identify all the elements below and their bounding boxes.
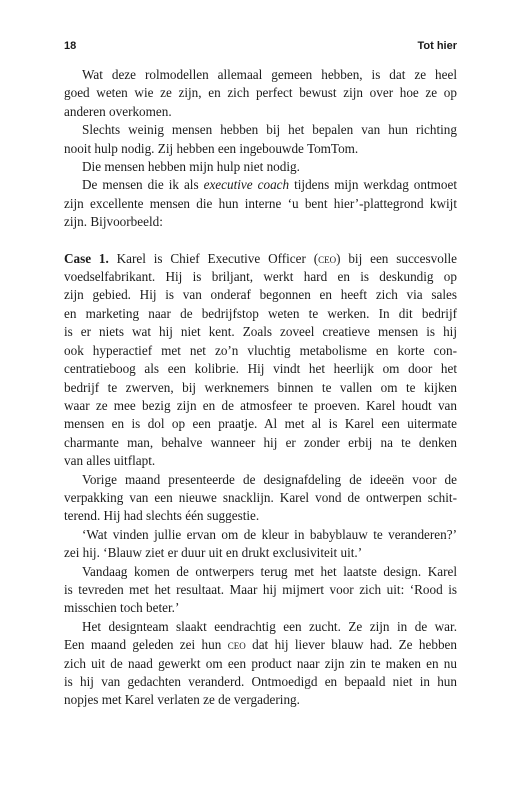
paragraph-4	[64, 176, 457, 231]
small-caps-text: ceo	[227, 638, 246, 653]
text-run: De mensen die ik als	[82, 177, 204, 193]
text-line: goed weten wie ze zijn, en zich perfect bewust zijn over hoe ze op	[64, 85, 457, 101]
text-line: terend. Hij had slechts één suggestie.	[64, 508, 260, 524]
text-line: centratieboog als een kolibrie. Hij vindt het heerlijk om door het	[64, 361, 457, 377]
text-line: en marketing naar de bedrijfstop weten te werken. In dit bedrijf	[64, 305, 457, 321]
text-line: waar ze mee bezig zijn en de atmosfeer te proeven. Karel houdt van	[64, 397, 457, 413]
paragraph-8	[64, 563, 457, 618]
emphasis-text: executive coach	[203, 177, 290, 193]
text-line	[64, 636, 457, 654]
text-line	[64, 176, 457, 194]
text-line: Vandaag komen de ontwerpers terug met het laatste design. Karel	[82, 563, 457, 579]
text-line: zijn gebied. Hij is van onderaf begonnen en heeft zich via sales	[64, 287, 457, 303]
text-line: ‘Wat vinden jullie ervan om de kleur in babyblauw te veranderen?’	[82, 526, 457, 542]
text-line: Slechts weinig mensen hebben bij het bepalen van hun richting	[82, 122, 457, 138]
text-line: nooit hulp nodig. Zij hebben een ingebouwde TomTom.	[64, 140, 359, 156]
text-line: voedselfabrikant. Hij is briljant, werkt hard en is deskundig op	[64, 269, 457, 285]
running-head	[64, 40, 457, 56]
text-line: zich uit de naad gewerkt om een product naar zijn zin te maken en nu	[64, 655, 457, 671]
text-run: ) bij een succesvolle	[336, 250, 458, 266]
paragraph-9	[64, 618, 457, 710]
paragraph-7	[64, 526, 457, 563]
case-paragraph	[64, 250, 457, 471]
text-line: Het designteam slaakt eendrachtig een zucht. Ze zijn in de war.	[82, 618, 457, 634]
text-line: Wat deze rolmodellen allemaal gemeen hebben, is dat ze heel	[82, 67, 457, 82]
text-run: tijdens mijn werkdag ontmoet	[289, 177, 458, 193]
text-line: charmante man, behalve wanneer hij er zonder erbij na te denken	[64, 434, 457, 450]
text-run: Karel is Chief Executive Officer (	[108, 250, 319, 266]
text-line: is tevreden met het resultaat. Maar hij mijmert voor zich uit: ‘Rood is	[64, 581, 457, 597]
small-caps-text: ceo	[318, 251, 337, 266]
text-line: bedrijf te zwerven, bij werknemers binnen te vallen om te kijken	[64, 379, 457, 395]
text-line: anderen overkomen.	[64, 103, 172, 119]
text-line: is hij van gedachten veranderd. Ontmoedigd en bepaald niet in hun	[64, 674, 457, 689]
case-label: Case 1.	[64, 250, 109, 266]
page-number: 18	[64, 40, 77, 52]
text-run: Een maand geleden zei hun	[64, 637, 228, 653]
text-line: is er niets wat hij niet kent. Zoals zoveel creatieve mensen is hij	[64, 324, 457, 340]
text-line: misschien toch beter.’	[64, 600, 180, 616]
text-line: Vorige maand presenteerde de designafdeling de ideeën voor de	[82, 471, 457, 487]
paragraph-2	[64, 121, 457, 158]
text-run: dat hij liever blauw had. Ze hebben	[245, 637, 457, 653]
paragraph-1	[64, 66, 457, 121]
paragraph-6	[64, 471, 457, 526]
body-text	[64, 66, 457, 710]
text-line: zei hij. ‘Blauw ziet er duur uit en drukt exclusiviteit uit.’	[64, 545, 363, 561]
text-line: nopjes met Karel verlaten ze de vergadering.	[64, 692, 300, 708]
text-line: zijn excellente mensen die hun interne ‘u bent hier’-plattegrond kwijt	[64, 195, 457, 211]
text-line: van alles uitflapt.	[64, 453, 156, 469]
paragraph-3	[64, 158, 457, 176]
text-line: verpakking van een nieuwe snacklijn. Karel vond de ontwerpen schit-	[64, 489, 457, 505]
text-line: zijn. Bijvoorbeeld:	[64, 214, 163, 230]
text-line: Die mensen hebben mijn hulp niet nodig.	[82, 159, 300, 175]
text-line	[64, 250, 457, 268]
text-line: mensen en is dol op een praatje. Al met al is Karel een uitermate	[64, 416, 457, 432]
text-line: ook hyperactief met net zo’n vluchtig metabolisme en korte con-	[64, 342, 457, 358]
running-title: Tot hier	[417, 40, 457, 52]
